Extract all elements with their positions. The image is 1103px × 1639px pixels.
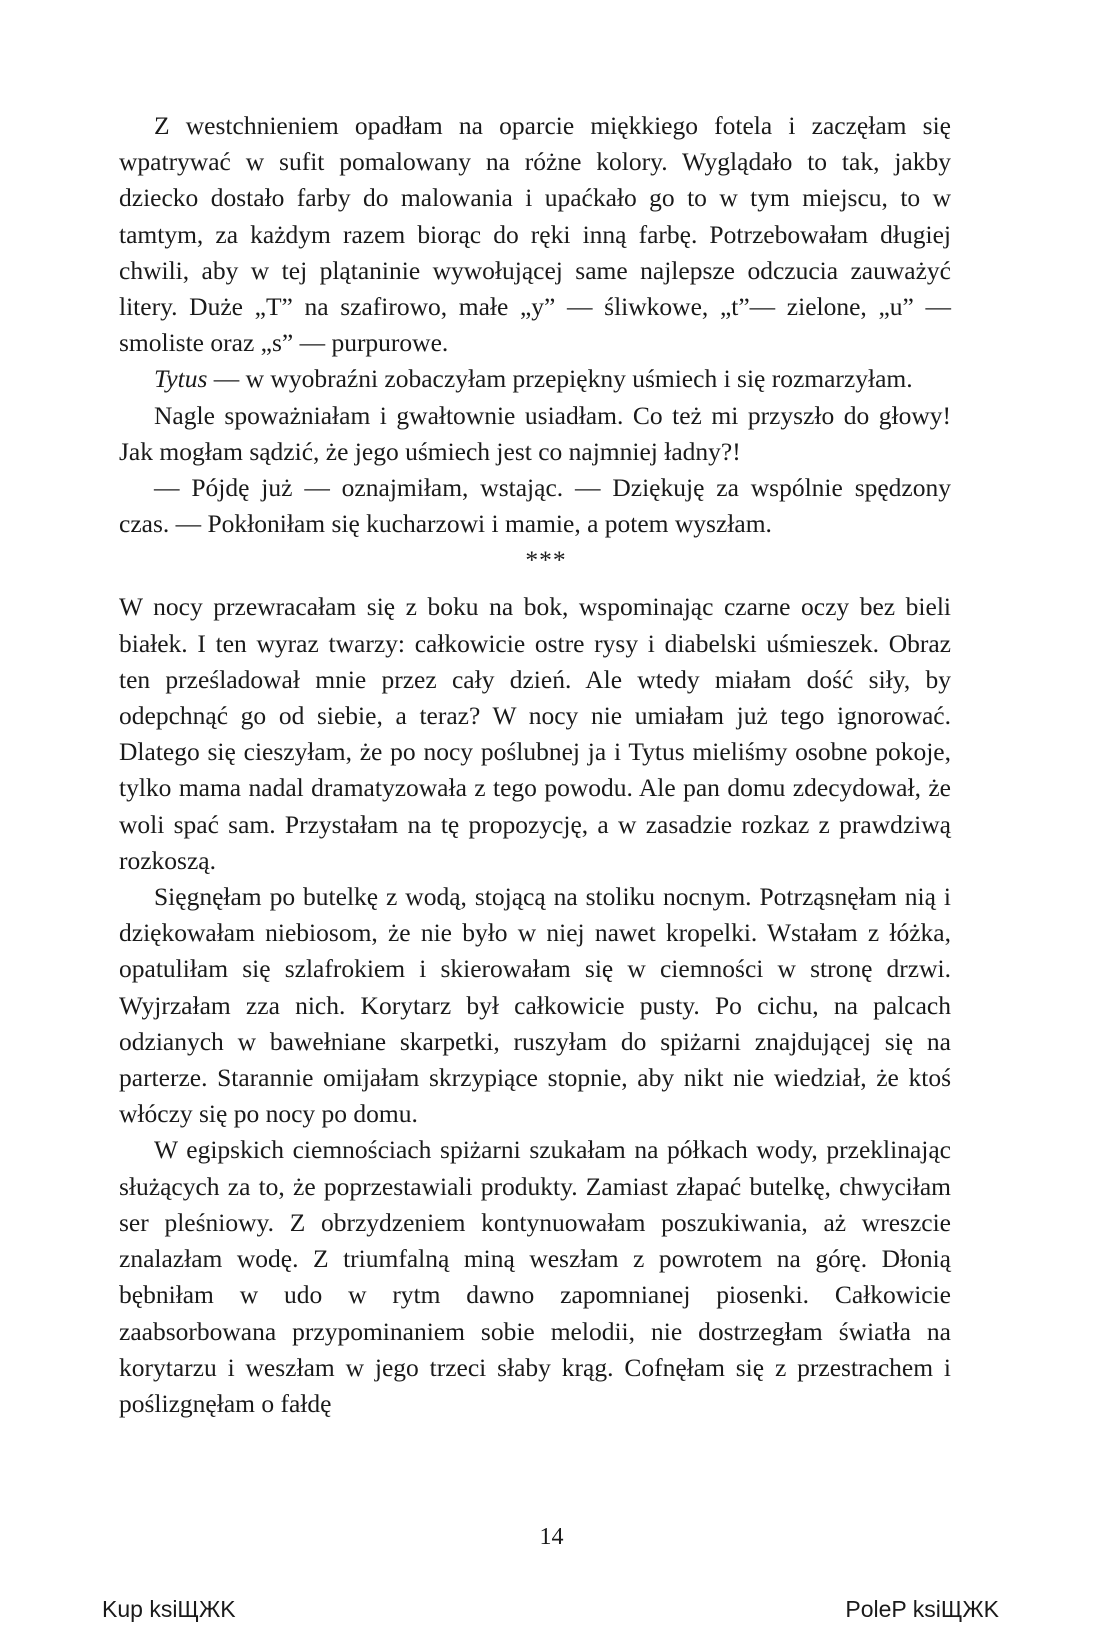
section-separator: *** <box>525 545 567 575</box>
page-number: 14 <box>539 1524 564 1550</box>
page-body-text <box>119 108 951 1422</box>
recommend-book-link[interactable]: PoleP ksiЩЖK <box>845 1596 999 1622</box>
buy-book-link[interactable]: Kup ksiЩЖK <box>102 1596 236 1622</box>
paragraph <box>119 361 951 397</box>
paragraph: Z westchnieniem opadłam na oparcie miękkiego fotela i zaczęłam się wpatrywać w sufit pomalowany na różne kolory. Wyglądało to tak, jakby dziecko dostało farby do malowania i upaćkało go to w tym miejscu, to w tamtym, za każdym razem biorąc do ręki inną farbę. Potrzebowałam długiej chwili, aby w tej plątaninie wywołującej same najlepsze odczucia zauważyć litery. Duże „T” na szafirowo, małe „y” — śliwkowe, „t”— zielone, „u” — smoliste oraz „s” — purpurowe. <box>119 111 951 358</box>
paragraph: Sięgnęłam po butelkę z wodą, stojącą na stoliku nocnym. Potrząsnęłam nią i dziękowałam niebiosom, że nie było w niej nawet kropelki. Wstałam z łóżka, opatuliłam się szlafrokiem i skierowałam się w ciemności w stronę drzwi. Wyjrzałam zza nich. Korytarz był całkowicie pusty. Po cichu, na palcach odzianych w bawełniane skarpetki, ruszyłam do spiżarni znajdującej się na parterze. Starannie omijałam skrzypiące stopnie, aby nikt nie wiedział, że ktoś włóczy się po nocy po domu. <box>119 882 951 1129</box>
paragraph: W nocy przewracałam się z boku na bok, wspominając czarne oczy bez bieli białek. I ten wyraz twarzy: całkowicie ostre rysy i diabelski uśmieszek. Obraz ten prześladował mnie przez cały dzień. Ale wtedy miałam dość siły, by odepchnąć go od siebie, a teraz? W nocy nie umiałam już tego ignorować. Dlatego się cieszyłam, że po nocy poślubnej ja i Tytus mieliśmy osobne pokoje, tylko mama nadal dramatyzowała z tego powodu. Ale pan domu zdecydował, że woli spać sam. Przystałam na tę propozycję, a w zasadzie rozkaz z prawdziwą rozkoszą. <box>119 592 951 875</box>
paragraph: — Pójdę już — oznajmiłam, wstając. — Dziękuję za wspólnie spędzony czas. — Pokłoniłam się kucharzowi i mamie, a potem wyszłam. <box>119 473 951 539</box>
paragraph: Nagle spoważniałam i gwałtownie usiadłam. Co też mi przyszło do głowy! Jak mogłam sądzić, że jego uśmiech jest co najmniej ładny?! <box>119 400 951 466</box>
paragraph: W egipskich ciemnościach spiżarni szukałam na półkach wody, przeklinając służących za to, że poprzestawiali produkty. Zamiast złapać butelkę, chwyciłam ser pleśniowy. Z obrzydzeniem kontynuowałam poszukiwania, aż wreszcie znalazłam wodę. Z triumfalną miną weszłam z powrotem na górę. Dłonią bębniłam w udo w rytm dawno zapomnianej piosenki. Całkowicie zaabsorbowana przypominaniem sobie melodii, nie dostrzegłam światła na korytarzu i weszłam w jego trzeci słaby krąg. Cofnęłam się z przestrachem i poślizgnęłam o fałdę <box>119 1135 951 1418</box>
italic-name: Tytus <box>154 364 208 394</box>
paragraph-rest: — w wyobraźni zobaczyłam przepiękny uśmiech i się rozmarzyłam. <box>213 364 913 394</box>
